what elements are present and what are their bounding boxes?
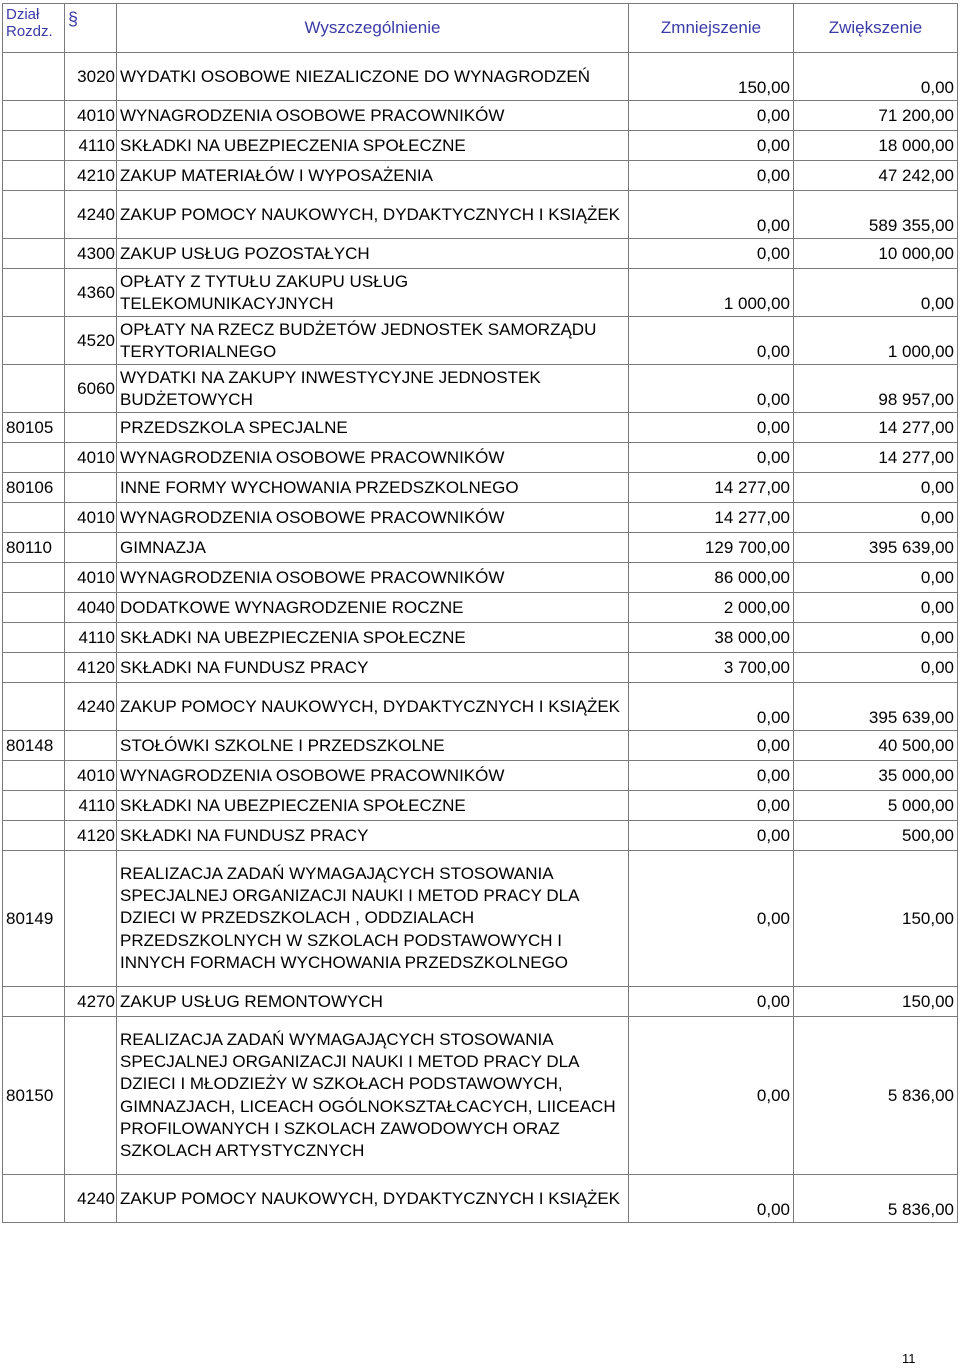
table-row	[3, 473, 958, 503]
dzial-cell	[3, 131, 65, 161]
description-cell: WYNAGRODZENIA OSOBOWE PRACOWNIKÓW	[117, 563, 629, 593]
decrease-cell: 2 000,00	[629, 593, 794, 623]
decrease-cell: 0,00	[629, 365, 794, 413]
decrease-cell: 0,00	[629, 1017, 794, 1175]
paragraph-cell: 6060	[65, 365, 117, 413]
paragraph-cell	[65, 731, 117, 761]
table-row	[3, 821, 958, 851]
dzial-cell: 80105	[3, 413, 65, 443]
paragraph-cell: 4010	[65, 761, 117, 791]
dzial-cell	[3, 239, 65, 269]
decrease-cell: 0,00	[629, 851, 794, 987]
decrease-cell: 129 700,00	[629, 533, 794, 563]
table-row	[3, 533, 958, 563]
paragraph-cell: 4040	[65, 593, 117, 623]
decrease-cell: 0,00	[629, 821, 794, 851]
dzial-cell: 80110	[3, 533, 65, 563]
decrease-cell: 86 000,00	[629, 563, 794, 593]
table-row	[3, 269, 958, 317]
page-number: 11	[902, 1351, 916, 1366]
table-row	[3, 731, 958, 761]
dzial-cell: 80106	[3, 473, 65, 503]
increase-cell: 35 000,00	[794, 761, 958, 791]
decrease-cell: 14 277,00	[629, 473, 794, 503]
paragraph-cell	[65, 473, 117, 503]
dzial-cell	[3, 365, 65, 413]
budget-changes-table	[2, 3, 958, 1223]
description-cell: WYNAGRODZENIA OSOBOWE PRACOWNIKÓW	[117, 443, 629, 473]
description-cell: SKŁADKI NA UBEZPIECZENIA SPOŁECZNE	[117, 131, 629, 161]
table-row	[3, 161, 958, 191]
decrease-cell: 0,00	[629, 761, 794, 791]
description-cell: WYNAGRODZENIA OSOBOWE PRACOWNIKÓW	[117, 503, 629, 533]
table-row	[3, 623, 958, 653]
increase-cell: 40 500,00	[794, 731, 958, 761]
description-cell: WYDATKI NA ZAKUPY INWESTYCYJNE JEDNOSTEK BUDŻETOWYCH	[117, 365, 629, 413]
table-row	[3, 53, 958, 101]
description-cell: REALIZACJA ZADAŃ WYMAGAJĄCYCH STOSOWANIA SPECJALNEJ ORGANIZACJI NAUKI I METOD PRACY DLA DZIECI I MŁODZIEŻY W SZKOŁACH PODSTAWOWYCH, GIMNAZJACH, LICEACH OGÓLNOKSZTAŁCACYCH, LIICEACH PROFILOWANYCH I SZKOLACH ZAWODOWYCH ORAZ SZKOLACH ARTYSTYCZNYCH	[117, 1017, 629, 1175]
dzial-cell	[3, 317, 65, 365]
table-row	[3, 593, 958, 623]
decrease-cell: 150,00	[629, 53, 794, 101]
dzial-cell	[3, 191, 65, 239]
description-cell: WYNAGRODZENIA OSOBOWE PRACOWNIKÓW	[117, 101, 629, 131]
table-row	[3, 191, 958, 239]
column-header-description: Wyszczególnienie	[117, 4, 629, 53]
table-row	[3, 1017, 958, 1175]
decrease-cell: 0,00	[629, 413, 794, 443]
decrease-cell: 38 000,00	[629, 623, 794, 653]
decrease-cell: 0,00	[629, 731, 794, 761]
increase-cell: 589 355,00	[794, 191, 958, 239]
increase-cell: 0,00	[794, 53, 958, 101]
table-row	[3, 239, 958, 269]
dzial-cell	[3, 821, 65, 851]
table-row	[3, 1175, 958, 1223]
description-cell: INNE FORMY WYCHOWANIA PRZEDSZKOLNEGO	[117, 473, 629, 503]
description-cell: WYDATKI OSOBOWE NIEZALICZONE DO WYNAGRODZEŃ	[117, 53, 629, 101]
paragraph-cell: 3020	[65, 53, 117, 101]
dzial-cell	[3, 791, 65, 821]
decrease-cell: 3 700,00	[629, 653, 794, 683]
dzial-cell	[3, 987, 65, 1017]
paragraph-cell	[65, 1017, 117, 1175]
column-header-dzial	[3, 4, 65, 53]
rozdzial-label: Rozdz.	[6, 23, 53, 40]
increase-cell: 0,00	[794, 563, 958, 593]
dzial-cell	[3, 53, 65, 101]
column-header-increase: Zwiększenie	[794, 4, 958, 53]
table-row	[3, 413, 958, 443]
dzial-cell	[3, 161, 65, 191]
dzial-cell: 80150	[3, 1017, 65, 1175]
description-cell: SKŁADKI NA FUNDUSZ PRACY	[117, 653, 629, 683]
description-cell: SKŁADKI NA FUNDUSZ PRACY	[117, 821, 629, 851]
increase-cell: 98 957,00	[794, 365, 958, 413]
table-row	[3, 131, 958, 161]
paragraph-cell	[65, 851, 117, 987]
increase-cell: 5 000,00	[794, 791, 958, 821]
paragraph-cell: 4300	[65, 239, 117, 269]
increase-cell: 71 200,00	[794, 101, 958, 131]
paragraph-cell: 4110	[65, 131, 117, 161]
paragraph-cell: 4270	[65, 987, 117, 1017]
description-cell: GIMNAZJA	[117, 533, 629, 563]
decrease-cell: 0,00	[629, 791, 794, 821]
table-row	[3, 987, 958, 1017]
decrease-cell: 0,00	[629, 191, 794, 239]
dzial-cell	[3, 653, 65, 683]
description-cell: PRZEDSZKOLA SPECJALNE	[117, 413, 629, 443]
table-row	[3, 443, 958, 473]
paragraph-cell: 4240	[65, 191, 117, 239]
decrease-cell: 0,00	[629, 239, 794, 269]
paragraph-cell: 4360	[65, 269, 117, 317]
decrease-cell: 0,00	[629, 101, 794, 131]
increase-cell: 0,00	[794, 473, 958, 503]
increase-cell: 47 242,00	[794, 161, 958, 191]
table-row	[3, 653, 958, 683]
dzial-cell	[3, 563, 65, 593]
table-row	[3, 503, 958, 533]
dzial-cell	[3, 683, 65, 731]
table-row	[3, 851, 958, 987]
increase-cell: 500,00	[794, 821, 958, 851]
table-header-row	[3, 4, 958, 53]
decrease-cell: 0,00	[629, 1175, 794, 1223]
description-cell: ZAKUP USŁUG POZOSTAŁYCH	[117, 239, 629, 269]
description-cell: OPŁATY Z TYTUŁU ZAKUPU USŁUG TELEKOMUNIKACYJNYCH	[117, 269, 629, 317]
description-cell: DODATKOWE WYNAGRODZENIE ROCZNE	[117, 593, 629, 623]
column-header-decrease: Zmniejszenie	[629, 4, 794, 53]
paragraph-cell: 4110	[65, 623, 117, 653]
table-row	[3, 761, 958, 791]
increase-cell: 14 277,00	[794, 413, 958, 443]
table-row	[3, 791, 958, 821]
decrease-cell: 1 000,00	[629, 269, 794, 317]
description-cell: OPŁATY NA RZECZ BUDŻETÓW JEDNOSTEK SAMORZĄDU TERYTORIALNEGO	[117, 317, 629, 365]
table-row	[3, 683, 958, 731]
increase-cell: 0,00	[794, 269, 958, 317]
increase-cell: 14 277,00	[794, 443, 958, 473]
dzial-cell: 80148	[3, 731, 65, 761]
table-row	[3, 563, 958, 593]
description-cell: SKŁADKI NA UBEZPIECZENIA SPOŁECZNE	[117, 791, 629, 821]
paragraph-cell: 4120	[65, 821, 117, 851]
increase-cell: 1 000,00	[794, 317, 958, 365]
description-cell: ZAKUP POMOCY NAUKOWYCH, DYDAKTYCZNYCH I KSIĄŻEK	[117, 1175, 629, 1223]
paragraph-cell: 4210	[65, 161, 117, 191]
dzial-cell	[3, 101, 65, 131]
table-row	[3, 317, 958, 365]
dzial-cell	[3, 1175, 65, 1223]
increase-cell: 18 000,00	[794, 131, 958, 161]
paragraph-cell: 4010	[65, 443, 117, 473]
paragraph-cell: 4110	[65, 791, 117, 821]
paragraph-cell	[65, 533, 117, 563]
description-cell: STOŁÓWKI SZKOLNE I PRZEDSZKOLNE	[117, 731, 629, 761]
increase-cell: 150,00	[794, 987, 958, 1017]
paragraph-cell: 4010	[65, 101, 117, 131]
decrease-cell: 0,00	[629, 443, 794, 473]
decrease-cell: 0,00	[629, 131, 794, 161]
increase-cell: 395 639,00	[794, 683, 958, 731]
dzial-cell	[3, 503, 65, 533]
dzial-cell	[3, 269, 65, 317]
dzial-cell	[3, 443, 65, 473]
description-cell: ZAKUP MATERIAŁÓW I WYPOSAŻENIA	[117, 161, 629, 191]
increase-cell: 150,00	[794, 851, 958, 987]
paragraph-cell	[65, 413, 117, 443]
table-row	[3, 101, 958, 131]
increase-cell: 5 836,00	[794, 1175, 958, 1223]
paragraph-cell: 4240	[65, 1175, 117, 1223]
decrease-cell: 0,00	[629, 317, 794, 365]
decrease-cell: 0,00	[629, 161, 794, 191]
description-cell: WYNAGRODZENIA OSOBOWE PRACOWNIKÓW	[117, 761, 629, 791]
dzial-cell	[3, 593, 65, 623]
decrease-cell: 0,00	[629, 683, 794, 731]
increase-cell: 10 000,00	[794, 239, 958, 269]
column-header-paragraph: §	[65, 4, 117, 53]
paragraph-cell: 4010	[65, 563, 117, 593]
increase-cell: 395 639,00	[794, 533, 958, 563]
decrease-cell: 14 277,00	[629, 503, 794, 533]
increase-cell: 5 836,00	[794, 1017, 958, 1175]
description-cell: ZAKUP POMOCY NAUKOWYCH, DYDAKTYCZNYCH I KSIĄŻEK	[117, 191, 629, 239]
dzial-cell	[3, 761, 65, 791]
increase-cell: 0,00	[794, 653, 958, 683]
decrease-cell: 0,00	[629, 987, 794, 1017]
dzial-cell	[3, 623, 65, 653]
dzial-label: Dział	[6, 6, 40, 23]
description-cell: ZAKUP POMOCY NAUKOWYCH, DYDAKTYCZNYCH I KSIĄŻEK	[117, 683, 629, 731]
increase-cell: 0,00	[794, 503, 958, 533]
paragraph-cell: 4120	[65, 653, 117, 683]
table-row	[3, 365, 958, 413]
increase-cell: 0,00	[794, 593, 958, 623]
description-cell: SKŁADKI NA UBEZPIECZENIA SPOŁECZNE	[117, 623, 629, 653]
description-cell: ZAKUP USŁUG REMONTOWYCH	[117, 987, 629, 1017]
paragraph-cell: 4520	[65, 317, 117, 365]
paragraph-cell: 4240	[65, 683, 117, 731]
description-cell: REALIZACJA ZADAŃ WYMAGAJĄCYCH STOSOWANIA SPECJALNEJ ORGANIZACJI NAUKI I METOD PRACY DLA DZIECI W PRZEDSZKOLACH , ODDZIALACH PRZEDSZKOLNYCH W SZKOLACH PODSTAWOWYCH I INNYCH FORMACH WYCHOWANIA PRZEDSZKOLNEGO	[117, 851, 629, 987]
increase-cell: 0,00	[794, 623, 958, 653]
dzial-cell: 80149	[3, 851, 65, 987]
paragraph-cell: 4010	[65, 503, 117, 533]
